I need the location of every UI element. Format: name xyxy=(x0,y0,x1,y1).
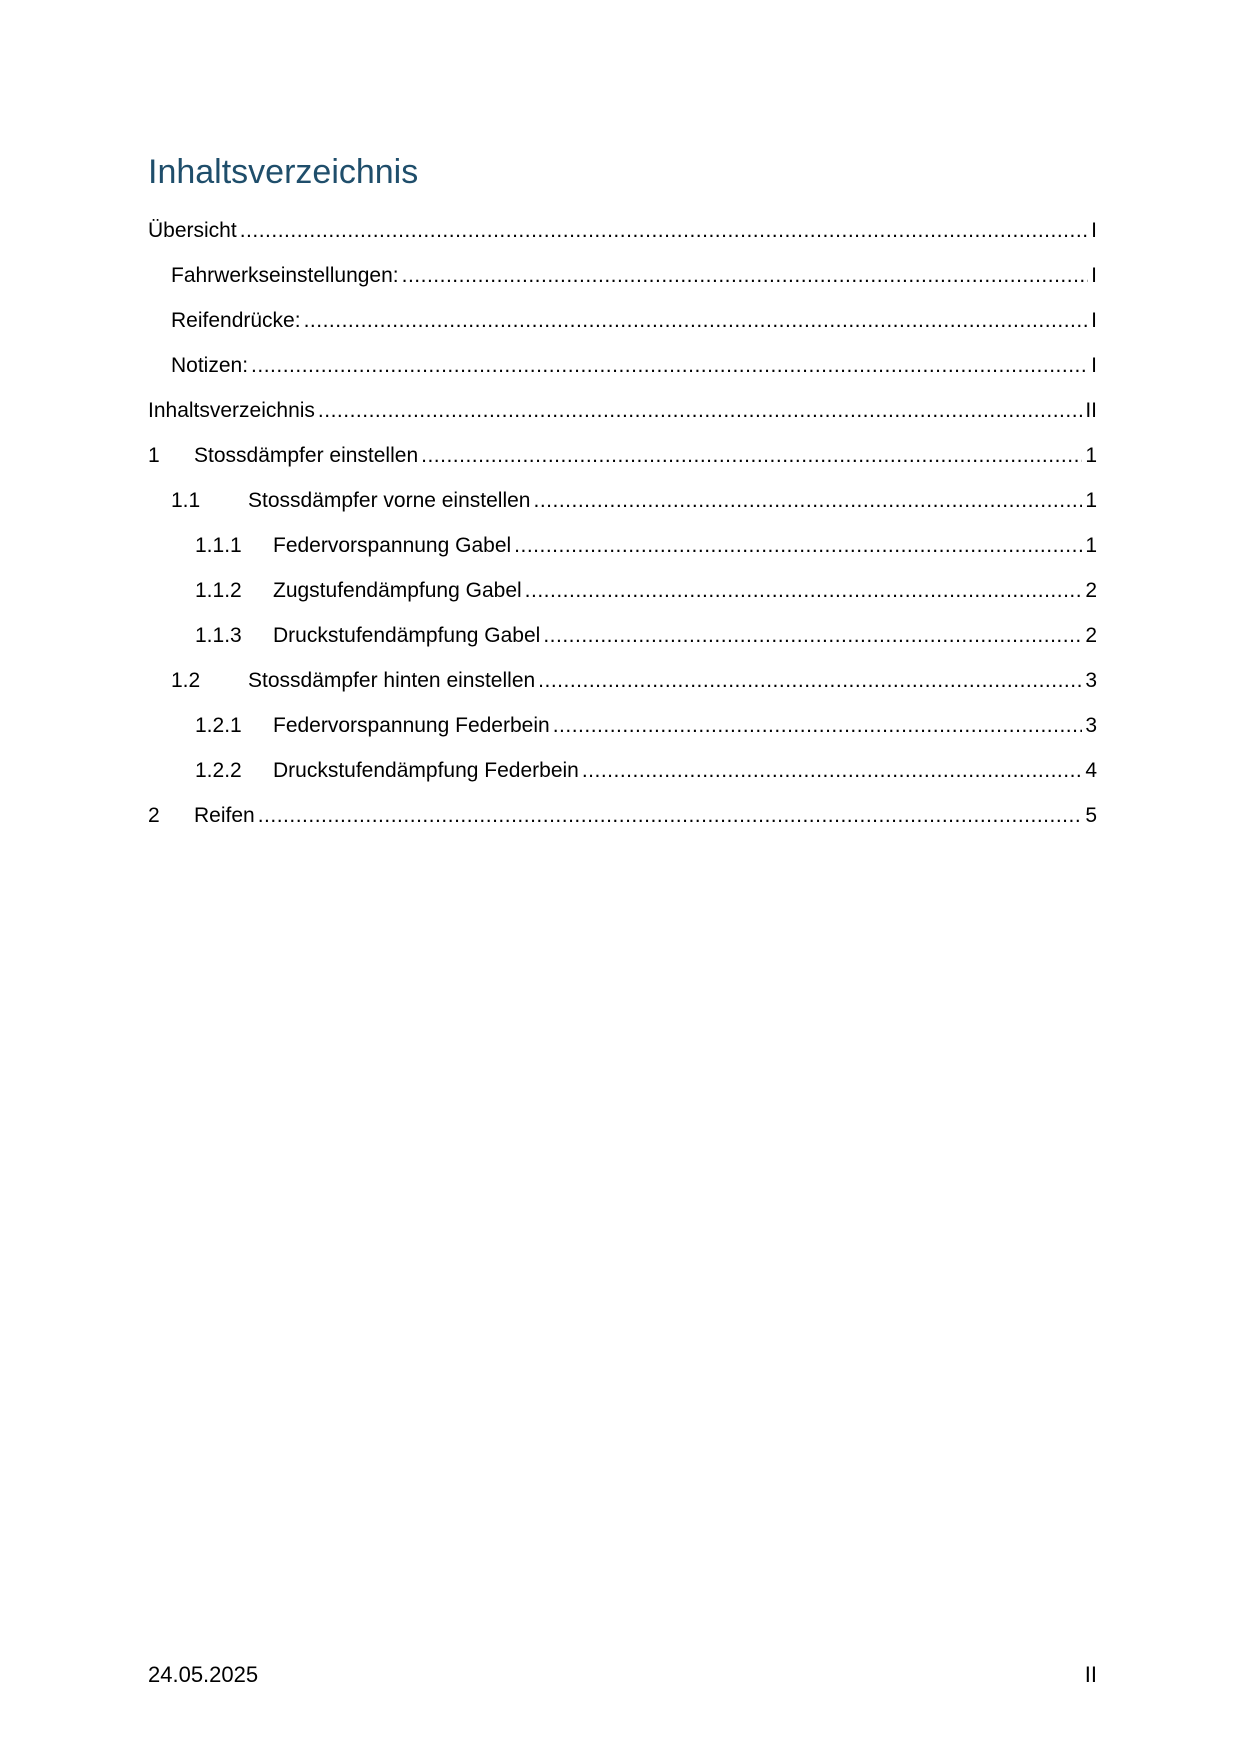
toc-entry-page: 2 xyxy=(1085,624,1097,647)
toc-dot-leader xyxy=(318,388,1082,433)
toc-entry-2[interactable] xyxy=(148,793,1097,838)
toc-dot-leader xyxy=(525,568,1083,613)
page-title: Inhaltsverzeichnis xyxy=(148,153,419,191)
toc-entry-page: I xyxy=(1091,309,1097,332)
toc-entry-page: 3 xyxy=(1085,669,1097,692)
toc-entry-number: 1.2.1 xyxy=(195,714,242,737)
toc-entry-label: Federvorspannung Gabel xyxy=(273,534,512,557)
toc-entry-page: I xyxy=(1091,219,1097,242)
toc-dot-leader xyxy=(514,523,1082,568)
toc-entry-label: Stossdämpfer einstellen xyxy=(194,444,419,467)
toc-entry-number: 1.1.2 xyxy=(195,579,242,602)
toc-dot-leader xyxy=(304,298,1089,343)
toc-entry-fahrwerkseinstellungen[interactable] xyxy=(148,253,1097,298)
toc-dot-leader xyxy=(553,703,1083,748)
toc-dot-leader xyxy=(582,748,1082,793)
toc-entry-1-2[interactable] xyxy=(148,658,1097,703)
toc-dot-leader xyxy=(251,343,1088,388)
toc-entry-inhaltsverzeichnis[interactable] xyxy=(148,388,1097,433)
footer-page-number: II xyxy=(1084,1662,1097,1687)
toc-entry-number: 1 xyxy=(148,444,160,467)
toc-entry-uebersicht[interactable] xyxy=(148,208,1097,253)
toc-entry-label: Zugstufendämpfung Gabel xyxy=(273,579,522,602)
toc-entry-label: Druckstufendämpfung Gabel xyxy=(273,624,541,647)
toc-dot-leader xyxy=(421,433,1082,478)
toc-entry-1-1[interactable] xyxy=(148,478,1097,523)
toc-entry-label: Stossdämpfer hinten einstellen xyxy=(248,669,536,692)
toc-entry-page: I xyxy=(1091,354,1097,377)
toc-entry-label: Federvorspannung Federbein xyxy=(273,714,550,737)
table-of-contents xyxy=(148,208,1097,838)
toc-entry-page: 2 xyxy=(1085,579,1097,602)
toc-entry-number: 1.1.1 xyxy=(195,534,242,557)
toc-dot-leader xyxy=(258,793,1083,838)
toc-dot-leader xyxy=(543,613,1082,658)
toc-entry-1-2-2[interactable] xyxy=(148,748,1097,793)
toc-entry-reifendruecke[interactable] xyxy=(148,298,1097,343)
toc-entry-label: Reifen xyxy=(194,804,255,827)
toc-entry-label: Inhaltsverzeichnis xyxy=(148,399,315,422)
toc-entry-number: 2 xyxy=(148,804,160,827)
toc-entry-1[interactable] xyxy=(148,433,1097,478)
toc-entry-label: Reifendrücke: xyxy=(171,309,301,332)
footer-date: 24.05.2025 xyxy=(148,1662,259,1687)
toc-entry-page: 1 xyxy=(1085,489,1097,512)
toc-dot-leader xyxy=(534,478,1083,523)
toc-entry-label: Druckstufendämpfung Federbein xyxy=(273,759,579,782)
toc-entry-label: Notizen: xyxy=(171,354,249,377)
toc-entry-page: 5 xyxy=(1085,804,1097,827)
toc-dot-leader xyxy=(538,658,1082,703)
toc-entry-number: 1.1 xyxy=(171,489,201,512)
toc-entry-number: 1.2.2 xyxy=(195,759,242,782)
toc-entry-page: 3 xyxy=(1085,714,1097,737)
toc-entry-notizen[interactable] xyxy=(148,343,1097,388)
toc-entry-1-2-1[interactable] xyxy=(148,703,1097,748)
toc-entry-label: Stossdämpfer vorne einstellen xyxy=(248,489,531,512)
toc-entry-page: I xyxy=(1091,264,1097,287)
toc-entry-1-1-2[interactable] xyxy=(148,568,1097,613)
toc-dot-leader xyxy=(402,253,1089,298)
toc-dot-leader xyxy=(240,208,1088,253)
toc-entry-page: II xyxy=(1085,399,1097,422)
toc-entry-number: 1.2 xyxy=(171,669,201,692)
toc-entry-page: 1 xyxy=(1085,444,1097,467)
toc-entry-page: 1 xyxy=(1085,534,1097,557)
toc-entry-label: Übersicht xyxy=(148,219,237,242)
toc-entry-1-1-3[interactable] xyxy=(148,613,1097,658)
toc-entry-label: Fahrwerkseinstellungen: xyxy=(171,264,399,287)
toc-entry-page: 4 xyxy=(1085,759,1097,782)
toc-entry-number: 1.1.3 xyxy=(195,624,242,647)
toc-entry-1-1-1[interactable] xyxy=(148,523,1097,568)
